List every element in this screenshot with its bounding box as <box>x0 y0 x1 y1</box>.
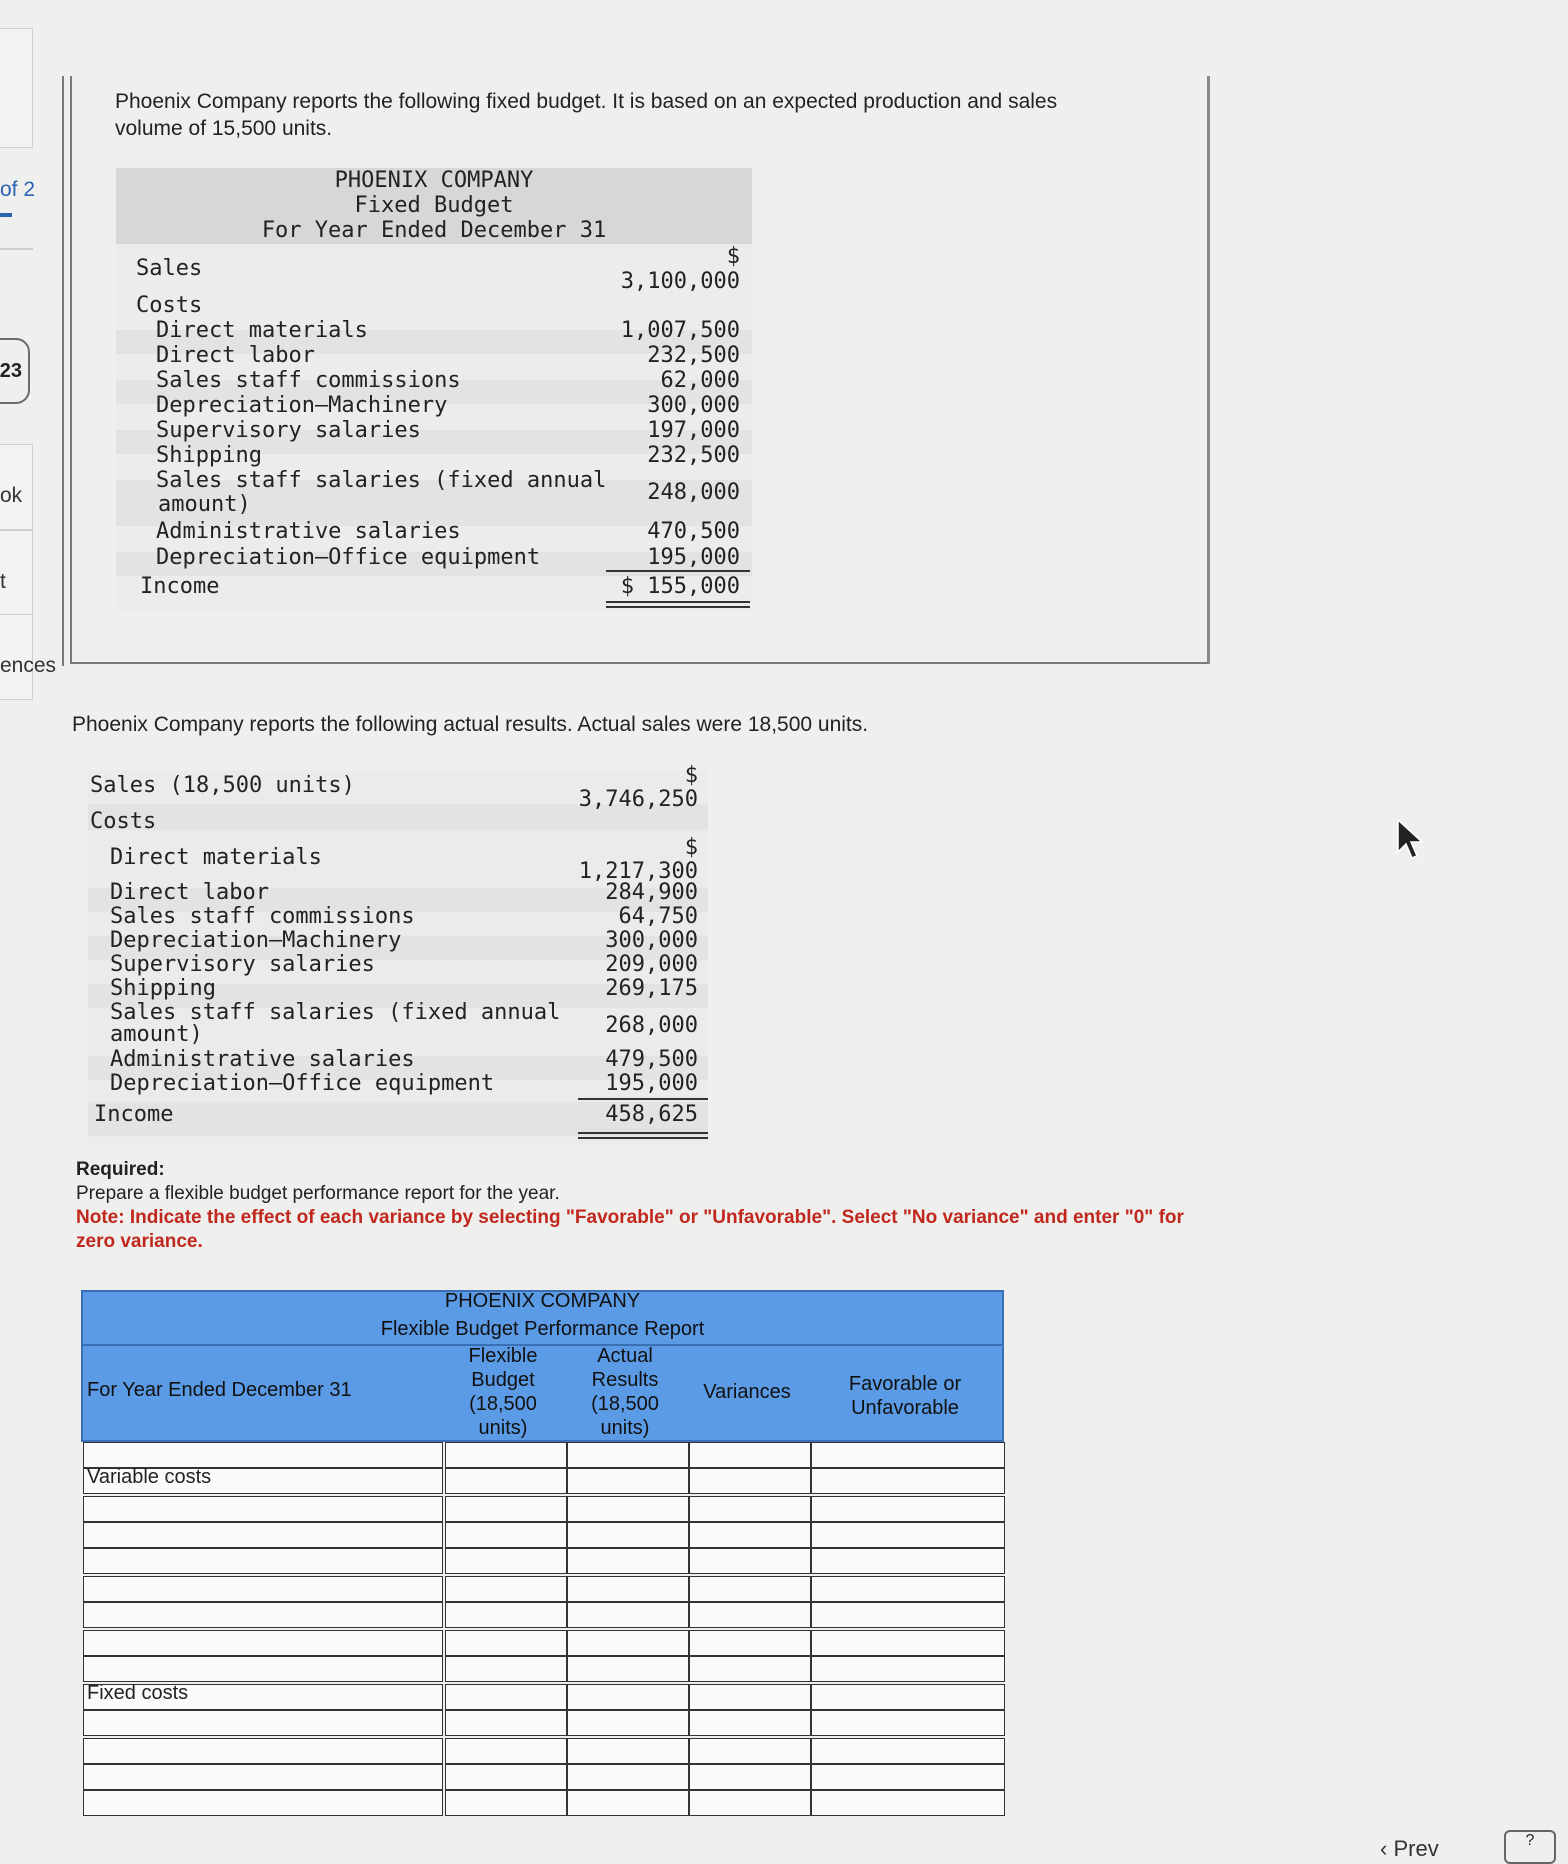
fixed-budget-intro: Phoenix Company reports the following fixed budget. It is based on an expected production and sales volume of 15,500 units. <box>115 90 1058 140</box>
act-dep-office-value: 195,000 <box>605 1071 698 1096</box>
help-icon[interactable]: ? <box>1504 1830 1556 1864</box>
favorable-select[interactable] <box>811 1630 1005 1656</box>
act-cost-label: Sales staff commissions <box>110 904 415 929</box>
required-heading: Required: <box>76 1159 165 1180</box>
page-indicator-bar <box>0 213 12 217</box>
col-favorable-unfavorable: Favorable or Unfavorable <box>848 1373 962 1419</box>
fb-sales-label: Sales <box>136 256 203 281</box>
act-income-label: Income <box>94 1102 174 1127</box>
act-cost-value: 209,000 <box>605 952 698 977</box>
flexible-budget-input[interactable] <box>445 1630 567 1656</box>
report-row <box>83 1738 1004 1764</box>
variance-input[interactable] <box>689 1764 811 1790</box>
actual-intro: Phoenix Company reports the following actual results. Actual sales were 18,500 units. <box>72 713 869 736</box>
fb-cost-label: Sales staff commissions <box>156 368 461 393</box>
act-cost-value: 284,900 <box>605 880 698 905</box>
variable-costs-label: Variable costs <box>87 1466 212 1488</box>
actual-results-input[interactable] <box>567 1790 689 1816</box>
favorable-select[interactable] <box>811 1710 1005 1736</box>
report-row <box>83 1576 1004 1602</box>
act-sss-value: 268,000 <box>605 1013 698 1038</box>
page-indicator: of 2 <box>0 178 36 201</box>
variance-input[interactable] <box>689 1496 811 1522</box>
report-row <box>83 1548 1004 1574</box>
favorable-select[interactable] <box>811 1576 1005 1602</box>
row-label-input[interactable] <box>83 1522 443 1548</box>
favorable-select[interactable] <box>811 1468 1005 1494</box>
col-variances: Variances <box>703 1381 791 1403</box>
fb-cost-value: 248,000 <box>647 480 740 505</box>
act-cost-value: 300,000 <box>605 928 698 953</box>
row-label-input[interactable] <box>83 1710 443 1736</box>
actual-results-input[interactable] <box>567 1684 689 1710</box>
fb-cost-label: Direct materials <box>156 318 368 343</box>
fb-cost-value: 62,000 <box>660 368 740 393</box>
actual-results-input[interactable] <box>567 1764 689 1790</box>
fb-cost-value: 232,500 <box>647 343 740 368</box>
variance-input[interactable] <box>689 1548 811 1574</box>
flexible-budget-input[interactable] <box>445 1684 567 1710</box>
fb-income-label: Income <box>140 574 220 599</box>
variance-input[interactable] <box>689 1630 811 1656</box>
report-row <box>83 1468 1004 1494</box>
cursor-arrow-icon <box>1396 818 1426 860</box>
row-label-input[interactable] <box>83 1764 443 1790</box>
row-label-input[interactable] <box>83 1630 443 1656</box>
fb-cost-label: Direct labor <box>156 343 315 368</box>
nav-label-book: ok <box>0 484 23 507</box>
flexible-budget-input[interactable] <box>445 1656 567 1682</box>
required-section <box>76 1158 1216 1254</box>
actual-results-input[interactable] <box>567 1738 689 1764</box>
variance-input[interactable] <box>689 1710 811 1736</box>
report-row <box>83 1710 1004 1736</box>
fb-cost-label: Supervisory salaries <box>156 418 421 443</box>
nav-label-references: ences <box>0 654 57 677</box>
actual-results-input[interactable] <box>567 1602 689 1628</box>
favorable-select[interactable] <box>811 1790 1005 1816</box>
act-dep-office-label: Depreciation—Office equipment <box>110 1071 495 1096</box>
row-label-input[interactable] <box>83 1602 443 1628</box>
actual-results-input[interactable] <box>567 1522 689 1548</box>
flexible-budget-input[interactable] <box>445 1602 567 1628</box>
row-label-input[interactable] <box>83 1548 443 1574</box>
act-sales-label: Sales (18,500 units) <box>90 773 355 798</box>
row-label-input[interactable] <box>83 1790 443 1816</box>
actual-results-input[interactable] <box>567 1576 689 1602</box>
fb-costs-label: Costs <box>136 293 203 318</box>
performance-report-table <box>81 1290 1004 1806</box>
flexible-budget-input[interactable] <box>445 1764 567 1790</box>
variance-input[interactable] <box>689 1576 811 1602</box>
variance-input[interactable] <box>689 1468 811 1494</box>
chevron-left-icon: ‹ <box>1380 1836 1394 1861</box>
report-row <box>83 1442 1004 1468</box>
actual-results-input[interactable] <box>567 1468 689 1494</box>
flexible-budget-input[interactable] <box>445 1576 567 1602</box>
favorable-select[interactable] <box>811 1496 1005 1522</box>
fb-cost-label: Sales staff salaries (fixed annual <box>156 468 607 493</box>
act-admin-label: Administrative salaries <box>110 1047 415 1072</box>
variance-input[interactable] <box>689 1684 811 1710</box>
favorable-select[interactable] <box>811 1442 1005 1468</box>
fb-cost-label: Depreciation—Office equipment <box>156 545 541 570</box>
flexible-budget-input[interactable] <box>445 1710 567 1736</box>
fb-cost-label: Shipping <box>156 443 262 468</box>
act-sales-currency: $ <box>684 763 698 788</box>
actual-results-input[interactable] <box>567 1710 689 1736</box>
fb-cost-value: 232,500 <box>647 443 740 468</box>
flexible-budget-input[interactable] <box>445 1468 567 1494</box>
flexible-budget-input[interactable] <box>445 1790 567 1816</box>
fb-cost-value: 195,000 <box>647 545 740 570</box>
act-dm-label: Direct materials <box>110 845 322 870</box>
report-row <box>83 1496 1004 1522</box>
act-dm-currency: $ <box>684 835 698 860</box>
row-label-input[interactable] <box>83 1442 443 1468</box>
favorable-select[interactable] <box>811 1764 1005 1790</box>
row-label-input[interactable] <box>83 1496 443 1522</box>
act-admin-value: 479,500 <box>605 1047 698 1072</box>
act-income-value: 458,625 <box>605 1102 698 1127</box>
fixed-costs-label: Fixed costs <box>87 1682 189 1704</box>
fixed-budget-title: Fixed Budget <box>354 193 514 218</box>
report-row <box>83 1684 1004 1710</box>
row-label-input[interactable] <box>83 1656 443 1682</box>
question-number-badge[interactable]: 23 <box>0 338 30 404</box>
fb-cost-label: Depreciation—Machinery <box>156 393 448 418</box>
report-row <box>83 1522 1004 1548</box>
fb-income-value: $ 155,000 <box>620 574 740 599</box>
flexible-budget-input[interactable] <box>445 1738 567 1764</box>
variance-input[interactable] <box>689 1738 811 1764</box>
report-row <box>83 1764 1004 1790</box>
row-label-input[interactable] <box>83 1576 443 1602</box>
fb-cost-label: Administrative salaries <box>156 519 461 544</box>
act-cost-value: 269,175 <box>605 976 698 1001</box>
nav-item-box[interactable] <box>0 28 33 148</box>
col-actual-results: Actual Results (18,500 units) <box>591 1345 659 1439</box>
flexible-budget-input[interactable] <box>445 1548 567 1574</box>
actual-results-input[interactable] <box>567 1630 689 1656</box>
prev-button[interactable]: ‹ Prev <box>1380 1836 1439 1861</box>
act-cost-value: 64,750 <box>618 904 698 929</box>
report-company: PHOENIX COMPANY <box>444 1290 641 1312</box>
variance-input[interactable] <box>689 1522 811 1548</box>
variance-input[interactable] <box>689 1442 811 1468</box>
act-dm-value: 1,217,300 <box>578 859 698 884</box>
favorable-select[interactable] <box>811 1738 1005 1764</box>
act-cost-label: Depreciation—Machinery <box>110 928 402 953</box>
col-flexible-budget: Flexible Budget (18,500 units) <box>468 1345 538 1439</box>
fb-cost-label-cont: amount) <box>158 492 251 517</box>
fixed-budget-company: PHOENIX COMPANY <box>334 168 534 193</box>
variance-input[interactable] <box>689 1656 811 1682</box>
left-nav <box>0 0 64 1860</box>
report-row <box>83 1790 1004 1816</box>
actual-results-input[interactable] <box>567 1548 689 1574</box>
row-label-input[interactable] <box>83 1738 443 1764</box>
flexible-budget-input[interactable] <box>445 1496 567 1522</box>
flexible-budget-input[interactable] <box>445 1442 567 1468</box>
flexible-budget-input[interactable] <box>445 1522 567 1548</box>
fb-cost-value: 197,000 <box>647 418 740 443</box>
act-sales-value: 3,746,250 <box>578 787 698 812</box>
actual-results-input[interactable] <box>567 1496 689 1522</box>
fb-cost-value: 1,007,500 <box>620 318 740 343</box>
nav-divider <box>0 248 33 250</box>
favorable-select[interactable] <box>811 1684 1005 1710</box>
panel-left-border <box>62 76 64 666</box>
fb-sales-value: 3,100,000 <box>620 269 740 294</box>
favorable-select[interactable] <box>811 1602 1005 1628</box>
actual-results-input[interactable] <box>567 1656 689 1682</box>
report-row <box>83 1602 1004 1628</box>
nav-label-t: t <box>0 570 6 593</box>
report-period: For Year Ended December 31 <box>87 1379 352 1401</box>
favorable-select[interactable] <box>811 1522 1005 1548</box>
act-cost-label: Supervisory salaries <box>110 952 375 977</box>
fixed-budget-period: For Year Ended December 31 <box>261 218 607 243</box>
variance-input[interactable] <box>689 1790 811 1816</box>
act-costs-label: Costs <box>90 809 157 834</box>
act-cost-label: Shipping <box>110 976 216 1001</box>
actual-results-input[interactable] <box>567 1442 689 1468</box>
favorable-select[interactable] <box>811 1656 1005 1682</box>
act-cost-label: Direct labor <box>110 880 269 905</box>
fb-sales-currency: $ <box>726 244 740 269</box>
report-row <box>83 1656 1004 1682</box>
act-sss-label: Sales staff salaries (fixed annual <box>110 1000 561 1025</box>
fb-cost-value: 470,500 <box>647 519 740 544</box>
fb-cost-value: 300,000 <box>647 393 740 418</box>
report-title: Flexible Budget Performance Report <box>380 1318 705 1340</box>
required-note: Note: Indicate the effect of each variance by selecting "Favorable" or "Unfavorable". Select "No variance" and enter "0" for zero variance. <box>76 1207 1184 1252</box>
report-row <box>83 1630 1004 1656</box>
favorable-select[interactable] <box>811 1548 1005 1574</box>
required-text: Prepare a flexible budget performance report for the year. <box>76 1183 560 1204</box>
act-sss-label2: amount) <box>110 1022 203 1047</box>
fixed-budget-header <box>116 168 752 244</box>
variance-input[interactable] <box>689 1602 811 1628</box>
